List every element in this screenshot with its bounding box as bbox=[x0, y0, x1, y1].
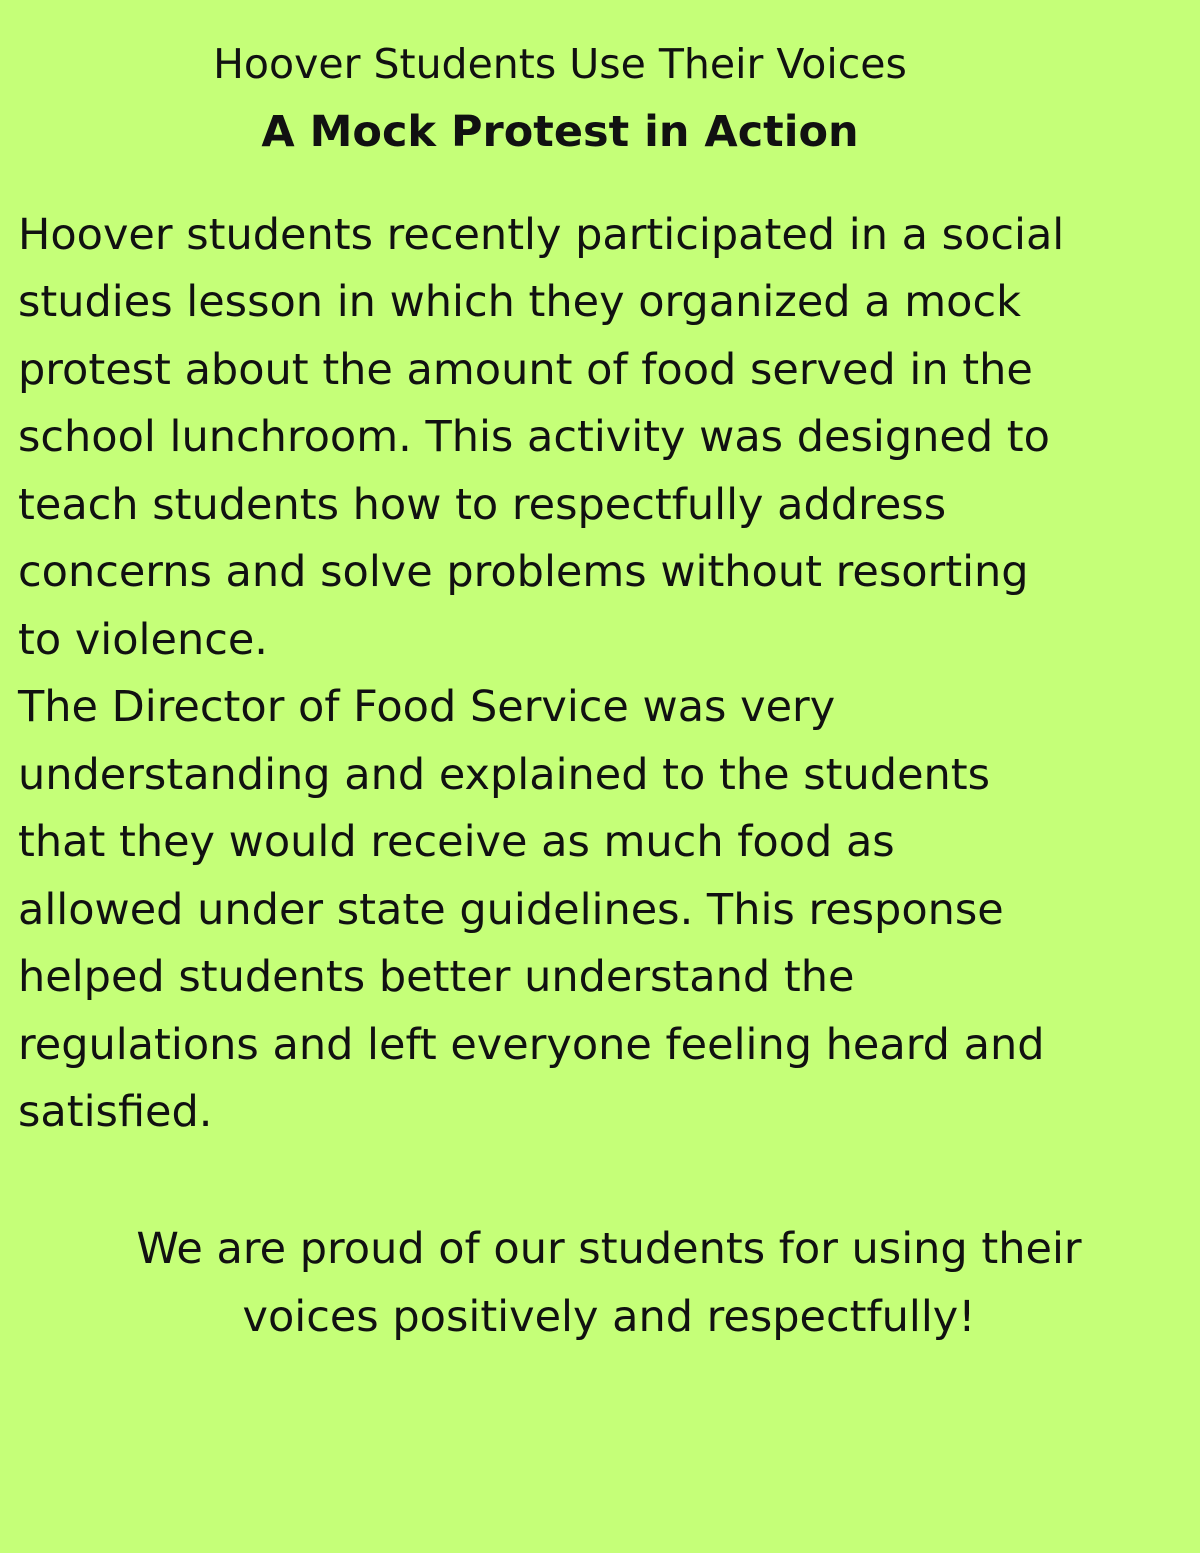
paragraph-1-line: concerns and solve problems without resorting bbox=[18, 547, 1029, 597]
closing-line: We are proud of our students for using their bbox=[136, 1224, 1082, 1274]
paragraph-1-line: protest about the amount of food served in the bbox=[18, 345, 1033, 395]
paragraph-2-line: helped students better understand the bbox=[18, 952, 855, 1002]
paragraph-1-line: school lunchroom. This activity was designed to bbox=[18, 412, 1050, 462]
paragraph-2-line: that they would receive as much food as bbox=[18, 817, 895, 867]
paragraph-1-line: studies lesson in which they organized a mock bbox=[18, 277, 1022, 327]
paragraph-2-line: regulations and left everyone feeling heard and bbox=[18, 1020, 1045, 1070]
paragraph-2-line: The Director of Food Service was very bbox=[18, 682, 836, 732]
paragraph-2-line: satisfied. bbox=[18, 1087, 213, 1137]
paragraph-1-line: teach students how to respectfully address bbox=[18, 480, 947, 530]
heading-line-1: Hoover Students Use Their Voices bbox=[213, 40, 907, 88]
closing-line: voices positively and respectfully! bbox=[242, 1292, 976, 1342]
paragraph-2-line: allowed under state guidelines. This response bbox=[18, 885, 1004, 935]
paragraph-1-line: to violence. bbox=[18, 615, 268, 665]
paragraph-1-line: Hoover students recently participated in a social bbox=[18, 210, 1065, 260]
paragraph-2-line: understanding and explained to the students bbox=[18, 750, 991, 800]
heading-line-2: A Mock Protest in Action bbox=[261, 107, 859, 157]
